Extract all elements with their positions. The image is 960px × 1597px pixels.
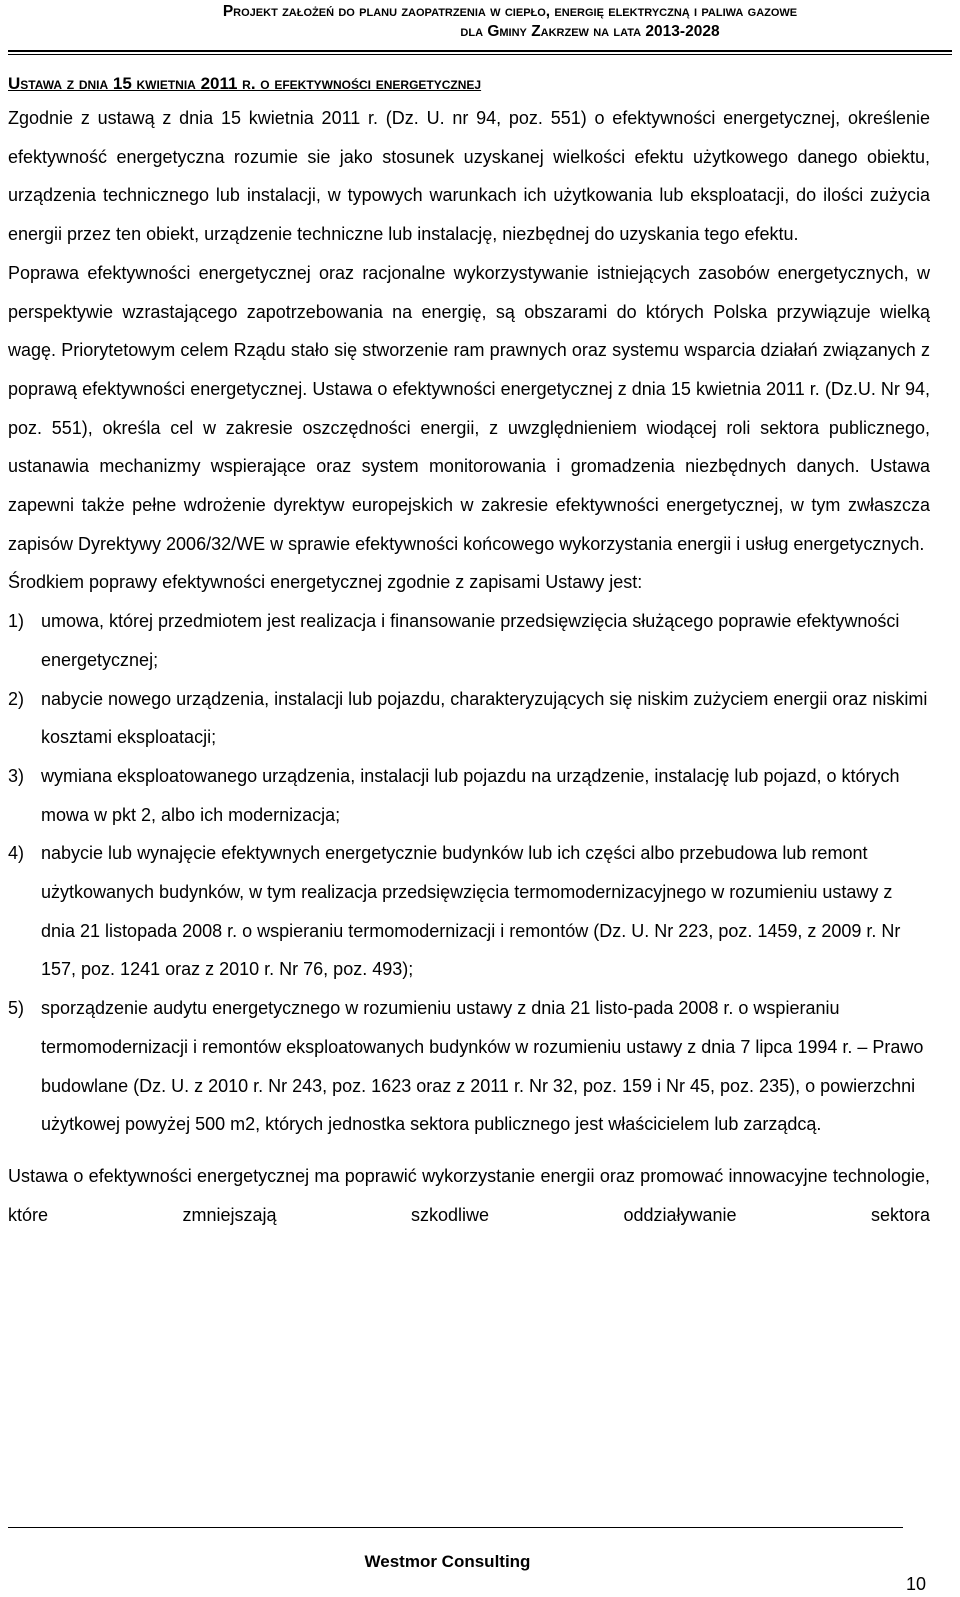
list-item bbox=[8, 680, 930, 757]
header-title-line1: Projekt założeń do planu zaopatrzenia w ciepło, energię elektryczną i paliwa gazowe bbox=[222, 3, 798, 20]
paragraph-policy: Poprawa efektywności energetycznej oraz racjonalne wykorzystywanie istniejących zasobów energetycznych, w perspektywie wzrastającego zapotrzebowania na energię, są obszarami do których Polska przywiązuje wielką wagę. Priorytetowym celem Rządu stało się stworzenie ram prawnych oraz systemu wsparcia działań związanych z poprawą efektywności energetycznej. Ustawa o efektywności energetycznej z dnia 15 kwietnia 2011 r. (Dz.U. Nr 94, poz. 551), określa cel w zakresie oszczędności energii, z uwzględnieniem wiodącej roli sektora publicznego, ustanawia mechanizmy wspierające oraz system monitorowania i gromadzenia niezbędnych danych. Ustawa zapewni także pełne wdrożenie dyrektyw europejskich w zakresie efektywności energetycznej, w tym zwłaszcza zapisów Dyrektywy 2006/32/WE w sprawie efektywności końcowego wykorzystania energii i usług energetycznych. bbox=[8, 262, 930, 554]
paragraph-definition: Zgodnie z ustawą z dnia 15 kwietnia 2011 r. (Dz. U. nr 94, poz. 551) o efektywności energetycznej, określenie efektywność energetyczna rozumie sie jako stosunek uzyskanej wielkości efektu użytkowego danego obiektu, urządzenia technicznego lub instalacji, w typowych warunkach ich użytkowania lub eksploatacji, do ilości zużycia energii przez ten obiekt, urządzenie techniczne lub instalację, niezbędnej do uzyskania tego efektu. bbox=[8, 108, 930, 245]
page-number: 10 bbox=[906, 1574, 927, 1594]
list-item bbox=[8, 757, 930, 834]
footer-divider bbox=[8, 1527, 903, 1528]
header-divider bbox=[8, 50, 952, 52]
paragraph-means-intro: Środkiem poprawy efektywności energetycznej zgodnie z zapisami Ustawy jest: bbox=[8, 572, 643, 593]
section-title: Ustawa z dnia 15 kwietnia 2011 r. o efektywności energetycznej bbox=[8, 74, 482, 93]
means-list bbox=[8, 602, 930, 1144]
paragraph-closing: Ustawa o efektywności energetycznej ma poprawić wykorzystanie energii oraz promować innowacyjne technologie, które zmniejszają szkodliwe oddziaływanie sektora bbox=[8, 1165, 930, 1225]
list-item bbox=[8, 602, 930, 679]
list-item-number: 2) bbox=[8, 688, 25, 709]
list-item-text: wymiana eksploatowanego urządzenia, instalacji lub pojazdu na urządzenie, instalację lub pojazd, o których mowa w pkt 2, albo ich modernizacja; bbox=[41, 765, 900, 825]
list-item-number: 1) bbox=[8, 611, 25, 632]
list-item-text: umowa, której przedmiotem jest realizacja i finansowanie przedsięwzięcia służącego poprawie efektywności energetycznej; bbox=[41, 611, 900, 670]
list-item bbox=[8, 989, 930, 1144]
list-item-text: sporządzenie audytu energetycznego w rozumieniu ustawy z dnia 21 listo-pada 2008 r. o wspieraniu termomodernizacji i remontów eksploatowanych budynków w rozumieniu ustawy z dnia 7 lipca 1994 r. – Prawo budowlane (Dz. U. z 2010 r. Nr 243, poz. 1623 oraz z 2011 r. Nr 32, poz. 159 i Nr 45, poz. 235), o powierzchni użytkowej powyżej 500 m2, których jednostka sektora publicznego jest właścicielem lub zarządcą. bbox=[41, 998, 924, 1135]
header-divider-thin bbox=[8, 54, 952, 55]
list-item-number: 5) bbox=[8, 998, 25, 1019]
list-item bbox=[8, 834, 930, 989]
page-header bbox=[0, 2, 960, 42]
list-item-text: nabycie nowego urządzenia, instalacji lub pojazdu, charakteryzujących się niskim zużyciem energii oraz niskimi kosztami eksploatacji; bbox=[41, 688, 928, 748]
list-item-number: 3) bbox=[8, 765, 25, 786]
document-body bbox=[8, 69, 930, 1234]
list-item-number: 4) bbox=[8, 843, 25, 864]
footer-company-name: Westmor Consulting bbox=[364, 1552, 531, 1571]
list-item-text: nabycie lub wynajęcie efektywnych energetycznie budynków lub ich części albo przebudowa lub remont użytkowanych budynków, w tym realizacja przedsięwzięcia termomodernizacyjnego w rozumieniu ustawy z dnia 21 listopada 2008 r. o wspieraniu termomodernizacji i remontów (Dz. U. Nr 223, poz. 1459, z 2009 r. Nr 157, poz. 1241 oraz z 2010 r. Nr 76, poz. 493); bbox=[41, 843, 901, 980]
header-title-line2: dla Gminy Zakrzew na lata 2013-2028 bbox=[460, 23, 720, 40]
